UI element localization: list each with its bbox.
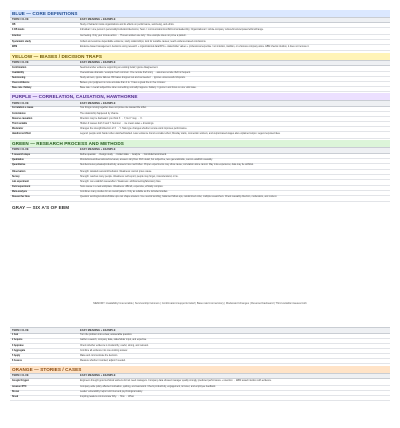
- term-cell: Summoning: [12, 77, 26, 80]
- term-cell: EBM: [12, 45, 18, 48]
- term-cell: Third variable: [12, 122, 28, 125]
- term-cell: Sinek: [12, 396, 19, 399]
- term-cell: 2 Acquire: [12, 339, 23, 342]
- section-title: PURPLE — CORRELATION, CAUSATION, HAWTHORNE: [10, 93, 390, 100]
- meaning-cell: Study winners; ignore failures. Bill Gates dropped out and succeeded → ignores unsuccessful dropouts.: [80, 77, 186, 80]
- meaning-cell: Hidden Z causes both X and Y. Summer → ice cream sales + drownings.: [80, 122, 155, 125]
- table-row: [10, 132, 390, 138]
- section-title: YELLOW — BIASES / DECISION TRAPS: [10, 53, 390, 60]
- meaning-cell: Strength: reaches many people. Weakness: self-report; people may forget, misunderstand, or lie.: [80, 175, 179, 178]
- meaning-cell: Inspiring leaders communicate Why → How → What.: [80, 396, 135, 399]
- table-header: [10, 327, 390, 334]
- meaning-cell: Changes the strength/direction of X → Y. Task type changes whether remote work improves performance.: [80, 127, 188, 130]
- term-cell: Reverse causation: [12, 117, 33, 120]
- term-cell: Meta-analysis: [12, 191, 28, 194]
- term-cell: Intuition: [12, 35, 22, 38]
- term-cell: Quantitative: [12, 164, 26, 167]
- meaning-cell: Turn the problem into a clear, answerable question.: [80, 334, 133, 337]
- header-term: TERM / CLUE: [12, 101, 29, 105]
- meaning-cell: The relationship happened by chance.: [80, 112, 119, 115]
- meaning-cell: Base rate = overall subject/line when something normally happens. Fallacy = ignore it and focus on one vivid case.: [80, 87, 197, 90]
- term-cell: OB: [12, 23, 16, 26]
- term-cell: 5 Apply: [12, 354, 21, 357]
- header-term: TERM / CLUE: [12, 148, 29, 152]
- term-cell: Google Oxygen: [12, 379, 29, 382]
- section-title: ORANGE — STORIES / CASES: [10, 366, 390, 373]
- term-cell: Researcher bias: [12, 196, 30, 199]
- meaning-cell: Two things moving together does not prove one caused the other.: [80, 107, 147, 110]
- meaning-cell: Direction may be backward: you think X → Y, but Y may → X.: [80, 117, 143, 120]
- meaning-cell: Words/stories/observations/interviews; answers why/how. Rich detail, but subjective, less generalizable, cannot establish causality.: [80, 159, 213, 162]
- term-cell: Hawthorne Effect: [12, 132, 31, 135]
- meaning-cell: Make and communicate the decision.: [80, 354, 118, 357]
- term-cell: Field experiment: [12, 186, 31, 189]
- study-sheet-top: [10, 10, 390, 210]
- term-cell: 6 Assess: [12, 359, 22, 362]
- meaning-cell: Numbers/surveys/sales/productivity; answers how much/often. Proper experiments may show cause; correlation alone cannot. May miss experience; data may be artificial.: [80, 164, 254, 167]
- table-header: [10, 60, 390, 67]
- term-cell: Lab experiment: [12, 181, 29, 184]
- meaning-cell: Study of behavior inside organizations and its effects on performance, well-being, and ethics.: [80, 23, 175, 26]
- meaning-cell: Collect and examine dependable evidence; study relationships; look for testable causes; reach evidence-based conclusions.: [80, 40, 207, 43]
- meaning-cell: Gut feeling. Only your minute action → 'Honest workers are lazy.' One example does not prove a pattern.: [80, 35, 187, 38]
- table-header: [10, 17, 390, 24]
- meaning-cell: Check whether evidence is trustworthy, useful, strong, and relevant.: [80, 344, 149, 347]
- term-cell: Availability: [12, 72, 25, 75]
- term-cell: Qualitative: [12, 159, 24, 162]
- header-term: TERM / CLUE: [12, 61, 29, 65]
- table-row: [10, 359, 390, 364]
- meaning-cell: Combines many studies for an overall pattern. Only as reliable as the included studies.: [80, 191, 168, 194]
- meaning-cell: Question wording/emotions/follow-ups can shape answers. Use neutral wording, balanced follow-ups, randomized order, multiple researchers. Check causality direction, moderators, and context.: [80, 196, 277, 199]
- meaning-cell: Seek/remember evidence supporting an existing belief; ignore disagreement.: [80, 67, 159, 69]
- table-row: [10, 196, 390, 202]
- study-sheet-bottom: [10, 327, 390, 401]
- term-cell: Systematic study: [12, 40, 31, 43]
- term-cell: Observation: [12, 170, 26, 173]
- memory-line: MEMORY: Availability=memorable | Survivorship=winners | Confirmation=supports belief | Base rate=normal story | Moderator=changes | Reverse=backward | Third variable=causes both: [93, 302, 307, 305]
- meaning-cell: Legend: people work harder when watched/studied. Later evidence found a smaller effect; Monday starts, connection workers, and output-based wages also explained output. Legend exposed idea.: [80, 132, 281, 135]
- term-cell: 1 Ask: [12, 334, 19, 337]
- term-cell: Amazon RTO: [12, 386, 27, 389]
- meaning-cell: Individual = one person's personality/motivation/decisions; Team = communication/conflict/norms/leadership; Organizational = whole-company culture/structure/power/ethics/change.: [80, 29, 264, 32]
- meaning-cell: Believe your judgment is more accurate than it is. 'I have a great line in five minutes.': [80, 82, 166, 85]
- term-cell: Base rate / fallacy: [12, 87, 32, 90]
- table-row: [10, 396, 390, 401]
- term-cell: Overconfidence: [12, 82, 30, 85]
- term-cell: 4 Aggregate: [12, 349, 26, 352]
- header-meaning: EASY MEANING + EXAMPLE: [80, 101, 116, 105]
- section-title: GREEN — RESEARCH PROCESS AND METHODS: [10, 140, 390, 147]
- term-cell: Survey: [12, 175, 20, 178]
- header-meaning: EASY MEANING + EXAMPLE: [80, 374, 116, 378]
- table-header: [10, 147, 390, 154]
- meaning-cell: Define question → Design study → Collect data → Analyze → Conclude/recommend.: [80, 154, 167, 157]
- meaning-cell: Leader vulnerability helps build trust and psychological safety.: [80, 391, 143, 394]
- meaning-cell: Tests cause in a real workplace. Weakness: difficult, expensive, ethically complex.: [80, 186, 164, 189]
- meaning-cell: Gather research, company data, stakeholder input, and expertise.: [80, 339, 147, 342]
- term-cell: Confirmation: [12, 67, 27, 69]
- term-cell: Correlation ≠ cause: [12, 107, 34, 110]
- header-term: TERM / CLUE: [12, 328, 29, 332]
- meaning-cell: Company-wide policy affected motivation, quitting, and teamwork. Check productivity, engagement, turnover, and employee feedback.: [80, 386, 216, 389]
- section-title: GRAY — SIX A'S OF EBM: [10, 204, 390, 211]
- term-cell: 5 research steps: [12, 154, 31, 157]
- table-header: [10, 100, 390, 107]
- meaning-cell: Measure whether it worked; adjust if needed.: [80, 359, 126, 362]
- term-cell: Brown: [12, 391, 20, 394]
- header-meaning: EASY MEANING + EXAMPLE: [80, 61, 116, 65]
- meaning-cell: Strength: detailed real-world behavior. Weakness: cannot prove cause.: [80, 170, 152, 173]
- header-meaning: EASY MEANING + EXAMPLE: [80, 148, 116, 152]
- term-cell: Coincidence: [12, 112, 26, 115]
- header-meaning: EASY MEANING + EXAMPLE: [80, 18, 116, 22]
- term-cell: 3 Appraise: [12, 344, 24, 347]
- section-title: BLUE — CORE DEFINITIONS: [10, 10, 390, 17]
- term-cell: Moderator: [12, 127, 24, 130]
- meaning-cell: Combine all evidence into one working answer.: [80, 349, 128, 352]
- meaning-cell: Evidence-based management: decisions using research + organizational data/KPIs + stakeholder values + professional expertise / not intuition, tradition, or a famous company alone. EBM checks intuition, it does not remove it.: [80, 45, 310, 48]
- table-row: [10, 87, 390, 92]
- table-row: [10, 45, 390, 51]
- header-meaning: EASY MEANING + EXAMPLE: [80, 328, 116, 332]
- meaning-cell: Strength: can establish cause/effect. Weakness: artificial setting/laboratory bias.: [80, 181, 162, 184]
- term-cell: 3 OB levels: [12, 29, 25, 32]
- table-header: [10, 373, 390, 380]
- meaning-cell: Overestimate dramatic / example fresh common. One remote theft story → assumes remote theft is frequent.: [80, 72, 191, 75]
- header-term: TERM / CLUE: [12, 374, 29, 378]
- header-term: TERM / CLUE: [12, 18, 29, 22]
- meaning-cell: Engineers thought good technical workers did not need managers. Company data showed manager quality strongly predicted performance + retention → EBM tested intuition with evidence.: [80, 379, 272, 382]
